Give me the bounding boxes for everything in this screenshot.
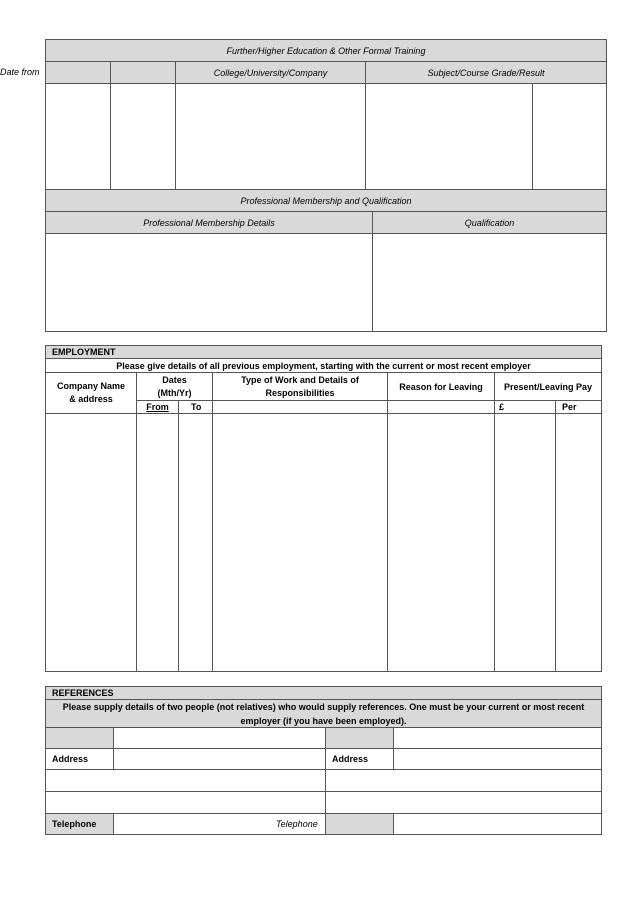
membership-details-header: Professional Membership Details bbox=[45, 211, 373, 234]
ref1-address-line2[interactable] bbox=[45, 769, 326, 792]
ref2-address-line3[interactable] bbox=[325, 791, 602, 814]
college-header: College/University/Company bbox=[175, 61, 366, 84]
date-from-label: Date from bbox=[0, 67, 40, 77]
references-title: REFERENCES bbox=[45, 686, 602, 700]
membership-details-cell[interactable] bbox=[45, 233, 373, 332]
per-header: Per bbox=[555, 400, 602, 414]
ref2-address-label: Address bbox=[325, 748, 394, 770]
employment-from-cell[interactable] bbox=[136, 413, 179, 672]
employment-reason-cell[interactable] bbox=[387, 413, 495, 672]
education-cell-college[interactable] bbox=[175, 83, 366, 190]
employment-to-cell[interactable] bbox=[178, 413, 213, 672]
education-cell-date-to[interactable] bbox=[110, 83, 176, 190]
reason-for-leaving-header: Reason for Leaving bbox=[387, 372, 495, 401]
qualification-header: Qualification bbox=[372, 211, 607, 234]
ref1-name-field[interactable] bbox=[113, 727, 326, 749]
ref2-address-line2[interactable] bbox=[325, 769, 602, 792]
employment-company-cell[interactable] bbox=[45, 413, 137, 672]
education-title: Further/Higher Education & Other Formal Training bbox=[45, 39, 607, 62]
dates-header: Dates (Mth/Yr) bbox=[136, 372, 213, 401]
ref2-name-label bbox=[325, 727, 394, 749]
reason-subheader bbox=[387, 400, 495, 414]
ref1-telephone-label: Telephone bbox=[45, 813, 114, 835]
employment-per-cell[interactable] bbox=[555, 413, 602, 672]
education-cell-grade[interactable] bbox=[532, 83, 607, 190]
pay-header: Present/Leaving Pay bbox=[494, 372, 602, 401]
qualification-cell[interactable] bbox=[372, 233, 607, 332]
ref2-telephone-field[interactable] bbox=[393, 813, 602, 835]
education-cell-subject[interactable] bbox=[365, 83, 533, 190]
ref1-address-label: Address bbox=[45, 748, 114, 770]
from-label: From bbox=[146, 402, 169, 412]
type-of-work-header: Type of Work and Details of Responsibilities bbox=[212, 372, 388, 401]
subject-header: Subject/Course Grade/Result bbox=[365, 61, 607, 84]
ref2-address-field[interactable] bbox=[393, 748, 602, 770]
pound-header: £ bbox=[494, 400, 556, 414]
from-header bbox=[136, 400, 179, 414]
ref1-name-label bbox=[45, 727, 114, 749]
ref2-name-field[interactable] bbox=[393, 727, 602, 749]
employment-pay-cell[interactable] bbox=[494, 413, 556, 672]
employment-instruction: Please give details of all previous employment, starting with the current or most recent employer bbox=[45, 358, 602, 373]
ref2-telephone-label-cell bbox=[325, 813, 394, 835]
type-subheader bbox=[212, 400, 388, 414]
employment-title: EMPLOYMENT bbox=[45, 345, 602, 359]
ref2-telephone-label: Telephone bbox=[276, 819, 318, 829]
company-name-header: Company Name & address bbox=[45, 372, 137, 414]
ref1-address-line3[interactable] bbox=[45, 791, 326, 814]
education-header-cell-1 bbox=[45, 61, 111, 84]
education-cell-date-from[interactable] bbox=[45, 83, 111, 190]
references-instruction: Please supply details of two people (not relatives) who would supply references. One must be your current or most recent employer (if you have been employed). bbox=[45, 699, 602, 728]
membership-title: Professional Membership and Qualification bbox=[45, 189, 607, 212]
employment-type-cell[interactable] bbox=[212, 413, 388, 672]
education-header-cell-2 bbox=[110, 61, 176, 84]
ref1-address-field[interactable] bbox=[113, 748, 326, 770]
to-header: To bbox=[178, 400, 213, 414]
